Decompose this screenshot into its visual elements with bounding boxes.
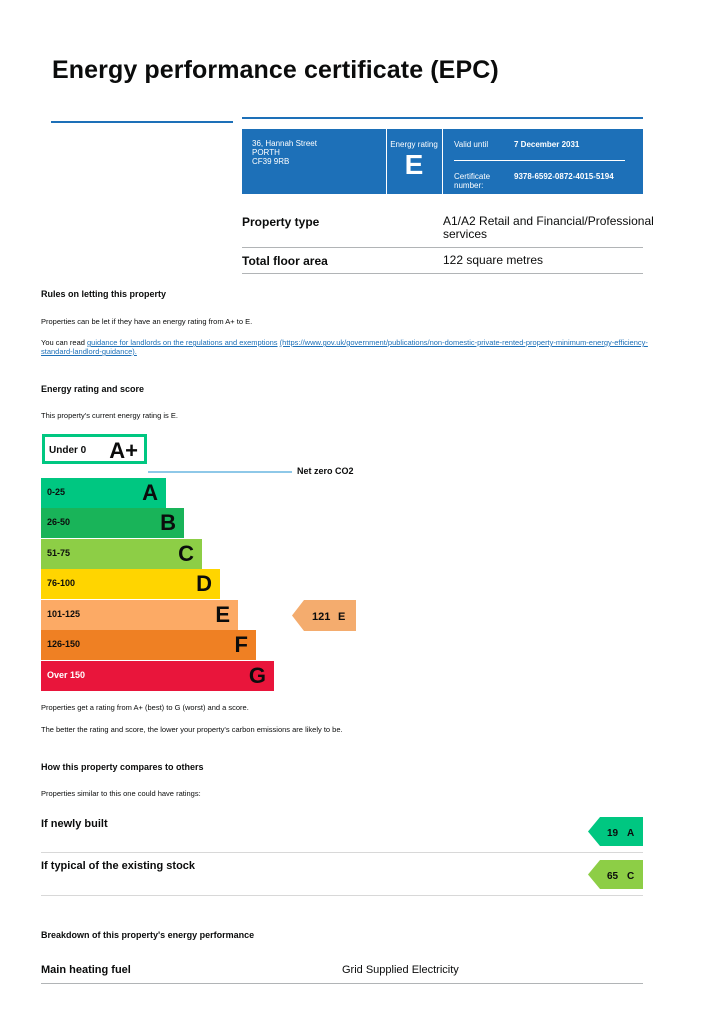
- valid-until-label: Valid until: [454, 140, 489, 149]
- comparison-bottom-divider: [41, 895, 643, 896]
- certificate-number-label: Certificate number:: [454, 172, 491, 190]
- left-divider: [51, 121, 233, 123]
- floor-area-value: 122 square metres: [443, 253, 544, 267]
- breakdown-heading: Breakdown of this property's energy performance: [41, 930, 255, 940]
- current-score-arrow: [292, 600, 356, 631]
- landlord-guidance-text: You can read guidance for landlords on the regulations and exemptions (https://www.gov.uk/government/publications/non-domestic-private-rented-property-minimum-energy-efficiency- standard-landlord-guidance).: [41, 338, 648, 356]
- typical-stock-band: C: [627, 871, 635, 882]
- newly-built-badge: [588, 817, 643, 846]
- band-c: [41, 539, 202, 569]
- band-a: [41, 478, 166, 508]
- current-score-value: 121: [312, 611, 331, 623]
- band-aplus-range: Under 0: [49, 445, 87, 456]
- page-title: Energy performance certificate (EPC): [52, 56, 499, 84]
- net-zero-line: [148, 471, 292, 473]
- property-type-value: A1/A2 Retail and Financial/Professional services: [443, 214, 654, 241]
- band-e: [41, 600, 238, 630]
- typical-stock-badge: [588, 860, 643, 889]
- address-line-2: PORTH: [252, 148, 280, 157]
- property-address: [252, 139, 317, 166]
- typical-stock-label: If typical of the existing stock: [41, 860, 196, 872]
- band-b-letter: B: [160, 510, 176, 535]
- band-d-range: 76-100: [47, 578, 76, 588]
- typical-stock-score: 65: [607, 871, 619, 882]
- band-c-range: 51-75: [47, 548, 71, 558]
- band-a-letter: A: [142, 480, 158, 505]
- property-type-label: Property type: [242, 215, 320, 229]
- band-a-range: 0-25: [47, 487, 66, 497]
- address-line-1: 36, Hannah Street: [252, 139, 317, 148]
- band-d: [41, 569, 220, 599]
- landlord-guidance-link[interactable]: guidance for landlords on the regulations and exemptions: [87, 338, 278, 347]
- landlord-guidance-url[interactable]: (https://www.gov.uk/government/publications/non-domestic-private-rented-property-minimum-energy-efficiency- standard-landlord-guidance).: [41, 338, 648, 356]
- heating-fuel-label: Main heating fuel: [41, 964, 131, 976]
- heating-fuel-value: Grid Supplied Electricity: [342, 964, 459, 976]
- current-rating-text: This property's current energy rating is E.: [41, 411, 178, 420]
- address-line-3: CF39 9RB: [252, 157, 290, 166]
- rating-emissions-note: The better the rating and score, the lower your property's carbon emissions are likely to be.: [41, 725, 343, 734]
- breakdown-divider: [41, 983, 643, 984]
- certificate-summary-box: [242, 129, 643, 194]
- newly-built-score: 19: [607, 828, 619, 839]
- summary-divider-1: [386, 129, 387, 194]
- band-aplus-letter: A+: [109, 438, 138, 463]
- band-b: [41, 508, 184, 538]
- floor-area-label: Total floor area: [242, 254, 328, 268]
- band-e-letter: E: [215, 602, 230, 627]
- current-score-band: E: [338, 611, 346, 623]
- band-g-letter: G: [248, 663, 266, 688]
- valid-until-value: 7 December 2031: [514, 140, 580, 149]
- band-b-range: 26-50: [47, 517, 71, 527]
- band-d-letter: D: [196, 571, 212, 596]
- energy-rating-heading: Energy rating and score: [41, 384, 145, 394]
- band-f-letter: F: [234, 632, 248, 657]
- newly-built-label: If newly built: [41, 818, 108, 830]
- letting-heading: Rules on letting this property: [41, 289, 167, 299]
- certificate-number-value: 9378-6592-0872-4015-5194: [514, 172, 614, 181]
- band-f-range: 126-150: [47, 639, 81, 649]
- comparison-heading: How this property compares to others: [41, 762, 204, 772]
- newly-built-band: A: [627, 828, 635, 839]
- comparison-row-divider: [41, 852, 643, 853]
- letting-text: Properties can be let if they have an energy rating from A+ to E.: [41, 317, 253, 326]
- summary-row-divider: [454, 160, 625, 161]
- comparison-intro: Properties similar to this one could have ratings:: [41, 789, 201, 798]
- right-divider: [242, 117, 643, 119]
- band-e-range: 101-125: [47, 609, 81, 619]
- property-row-divider: [242, 247, 643, 248]
- energy-rating-label: Energy rating: [390, 140, 438, 149]
- energy-rating-value: E: [404, 149, 424, 180]
- band-g-range: Over 150: [47, 670, 86, 680]
- rating-scale-note: Properties get a rating from A+ (best) to G (worst) and a score.: [41, 703, 249, 712]
- property-table-bottom: [242, 273, 643, 274]
- net-zero-label: Net zero CO2: [297, 466, 354, 476]
- band-aplus: [42, 434, 147, 464]
- band-f: [41, 630, 256, 660]
- summary-divider-2: [442, 129, 443, 194]
- band-c-letter: C: [178, 541, 194, 566]
- band-g: [41, 661, 274, 691]
